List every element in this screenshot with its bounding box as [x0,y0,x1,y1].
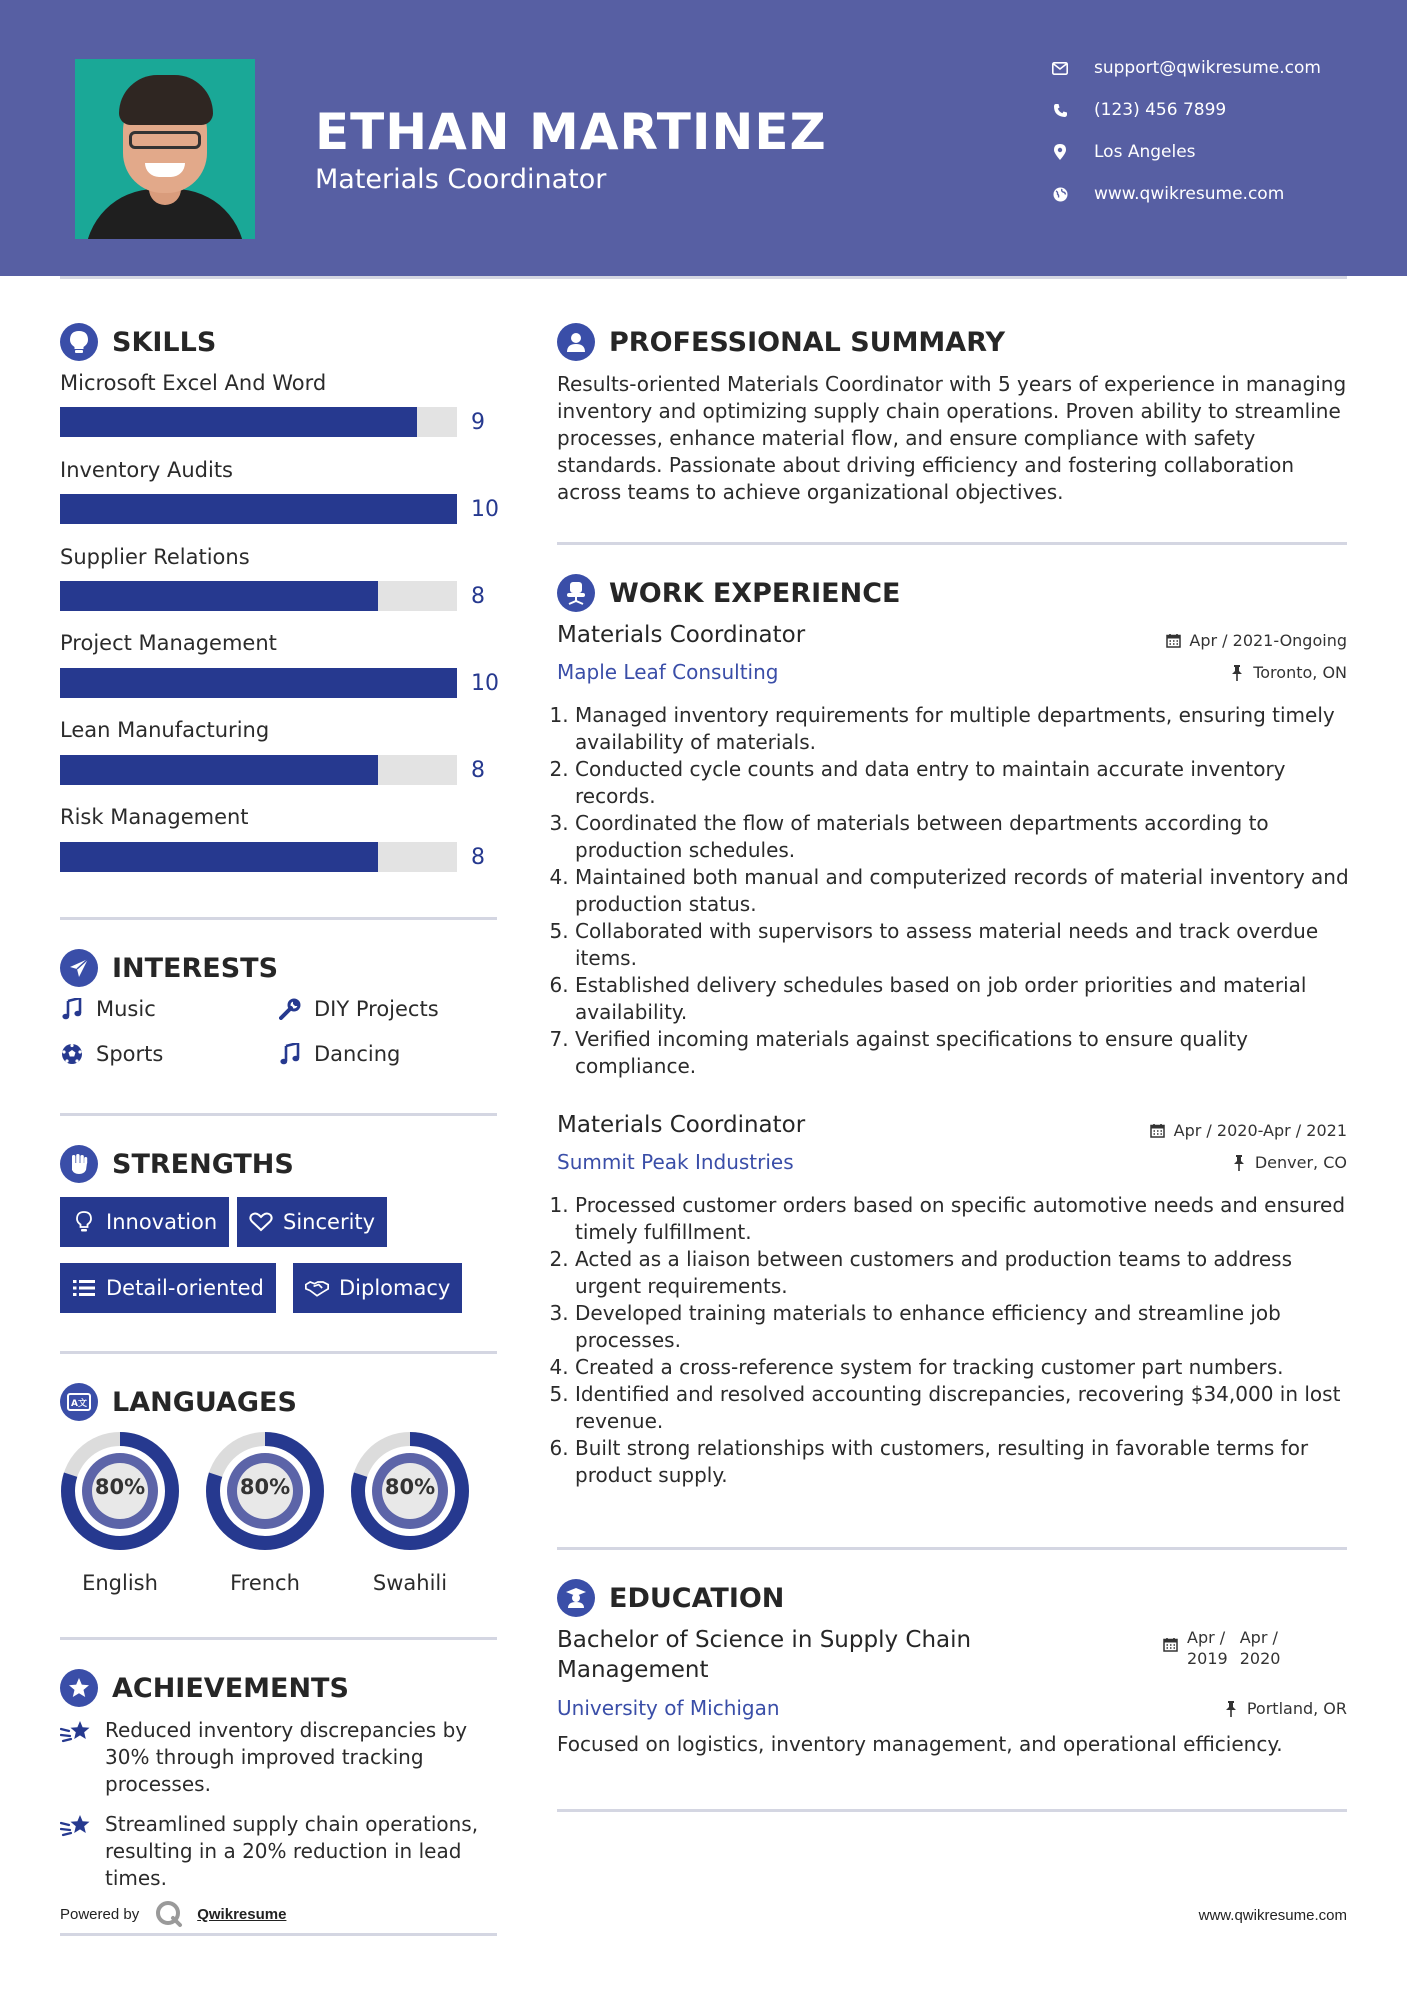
section-divider [557,1809,1347,1812]
company-name: Summit Peak Industries [557,1150,794,1174]
calendar-icon [1150,1123,1166,1139]
duty-item: 6. Established delivery schedules based on job order priorities and material availability. [575,972,1352,1026]
raised-fist-icon [60,1145,98,1183]
wrench-icon [278,997,302,1021]
pushpin-icon [1223,1701,1239,1717]
pushpin-icon [1231,1155,1247,1171]
list-icon [72,1276,96,1300]
music-note-icon [60,997,84,1021]
education-dates: Apr / 2019 Apr / 2020 [1163,1627,1280,1669]
section-divider [60,1113,497,1116]
duty-item: 5. Collaborated with supervisors to assess material needs and track overdue items. [575,918,1352,972]
languages-heading: A文 LANGUAGES [60,1383,297,1421]
duty-item: 5. Identified and resolved accounting discrepancies, recovering $34,000 in lost revenue. [575,1381,1352,1435]
degree-title: Bachelor of Science in Supply Chain [557,1627,972,1653]
section-divider [557,1547,1347,1550]
candidate-role: Materials Coordinator [315,164,607,195]
section-divider [60,1637,497,1640]
calendar-icon [1165,633,1181,649]
section-divider [60,917,497,920]
strength-tag: Innovation [60,1197,229,1247]
skill-label: Project Management [60,631,277,655]
job-location: Toronto, ON [1229,663,1347,682]
powered-by: Powered by Qwikresume [60,1900,286,1928]
skill-value: 8 [471,758,485,783]
education-heading: EDUCATION [557,1579,784,1617]
section-divider [60,1933,497,1936]
language-name: Swahili [372,1571,448,1595]
language-percent: 80% [239,1475,291,1499]
skill-bar [60,668,457,698]
lightbulb-icon [72,1210,96,1234]
skill-bar [60,581,457,611]
calendar-icon [1163,1637,1179,1653]
language-item [350,1431,470,1595]
language-item [205,1431,325,1595]
strengths-heading: STRENGTHS [60,1145,294,1183]
summary-text: Results-oriented Materials Coordinator with 5 years of experience in managing inventory and optimizing supply chain operations. Proven ability to streamline processes, enhance material flow, and ensure compliance with safety standards. Passionate about driving efficiency and fostering collaboration across teams to achieve organizational objectives. [557,372,1347,504]
skill-bar [60,842,457,872]
interest-item: Dancing [278,1042,400,1066]
duty-item: 6. Built strong relationships with customers, resulting in favorable terms for product supply. [575,1435,1352,1489]
footer-website[interactable]: www.qwikresume.com [1198,1907,1347,1924]
skill-value: 10 [471,497,499,522]
contact-website[interactable]: www.qwikresume.com [1050,184,1284,204]
qwikresume-link[interactable]: Qwikresume [197,1905,287,1923]
qwikresume-logo-icon [155,1900,183,1928]
experience-heading: WORK EXPERIENCE [557,574,900,612]
interests-heading: INTERESTS [60,949,278,987]
job-dates: Apr / 2021-Ongoing [1165,631,1347,650]
language-icon [60,1383,98,1421]
skill-label: Lean Manufacturing [60,718,270,742]
header-divider [60,276,1347,279]
handshake-icon [305,1276,329,1300]
contact-email[interactable]: support@qwikresume.com [1050,58,1321,78]
language-item [60,1431,180,1595]
duty-item: 1. Managed inventory requirements for multiple departments, ensuring timely availability of materials. [575,702,1352,756]
school-name: University of Michigan [557,1696,780,1720]
skill-value: 10 [471,671,499,696]
strength-tag: Diplomacy [293,1263,462,1313]
duty-item: 7. Verified incoming materials against specifications to ensure quality compliance. [575,1026,1352,1080]
skill-label: Inventory Audits [60,458,233,482]
job-title: Materials Coordinator [557,1112,806,1138]
language-percent: 80% [384,1475,436,1499]
skill-bar [60,755,457,785]
paper-plane-icon [60,949,98,987]
music-note-icon [278,1042,302,1066]
achievements-heading: ACHIEVEMENTS [60,1669,349,1707]
profile-photo [75,59,255,239]
duty-item: 3. Coordinated the flow of materials between departments according to production schedules. [575,810,1352,864]
language-percent: 80% [94,1475,146,1499]
soccer-ball-icon [60,1042,84,1066]
pushpin-icon [1229,665,1245,681]
interest-item: DIY Projects [278,997,439,1021]
education-location: Portland, OR [1223,1699,1347,1718]
skill-value: 9 [471,410,485,435]
graduate-icon [557,1579,595,1617]
education-description: Focused on logistics, inventory management, and operational efficiency. [557,1732,1283,1756]
map-pin-icon [1050,142,1070,162]
duty-item: 2. Acted as a liaison between customers and production teams to address urgent requirements. [575,1246,1352,1300]
star-badge-icon [60,1669,98,1707]
duty-item: 2. Conducted cycle counts and data entry to maintain accurate inventory records. [575,756,1352,810]
section-divider [60,1351,497,1354]
interest-item: Music [60,997,156,1021]
job-dates: Apr / 2020-Apr / 2021 [1150,1121,1347,1140]
skills-heading: SKILLS [60,323,216,361]
achievement-item: Streamlined supply chain operations, resulting in a 20% reduction in lead times. [60,1811,500,1892]
heart-icon [249,1210,273,1234]
office-chair-icon [557,574,595,612]
lightbulb-icon [60,323,98,361]
shooting-star-icon [60,1813,92,1841]
contact-location: Los Angeles [1050,142,1196,162]
section-divider [557,542,1347,545]
user-icon [557,323,595,361]
strength-tag: Sincerity [237,1197,387,1247]
resume-header [0,0,1407,276]
skill-value: 8 [471,584,485,609]
duty-item: 4. Maintained both manual and computerized records of material inventory and production status. [575,864,1352,918]
shooting-star-icon [60,1719,92,1747]
skill-label: Microsoft Excel And Word [60,371,327,395]
strength-tag: Detail-oriented [60,1263,276,1313]
duty-item: 3. Developed training materials to enhance efficiency and streamline job processes. [575,1300,1352,1354]
duties-list [575,1192,1352,1489]
summary-heading: PROFESSIONAL SUMMARY [557,323,1005,361]
language-name: English [82,1571,158,1595]
duty-item: 4. Created a cross-reference system for tracking customer part numbers. [575,1354,1352,1381]
candidate-name: ETHAN MARTINEZ [315,103,827,161]
skill-bar [60,494,457,524]
achievement-item: Reduced inventory discrepancies by 30% through improved tracking processes. [60,1717,500,1798]
duties-list [575,702,1352,1080]
contact-phone[interactable]: (123) 456 7899 [1050,100,1226,120]
company-name: Maple Leaf Consulting [557,660,779,684]
svg-text:A文: A文 [71,1399,87,1409]
envelope-icon [1050,58,1070,78]
skill-label: Supplier Relations [60,545,250,569]
interest-item: Sports [60,1042,163,1066]
skill-label: Risk Management [60,805,249,829]
duty-item: 1. Processed customer orders based on specific automotive needs and ensured timely fulfillment. [575,1192,1352,1246]
skill-value: 8 [471,845,485,870]
job-location: Denver, CO [1231,1153,1347,1172]
job-title: Materials Coordinator [557,622,806,648]
language-name: French [230,1571,300,1595]
degree-title-cont: Management [557,1657,709,1683]
skill-bar [60,407,457,437]
phone-icon [1050,100,1070,120]
globe-icon [1050,184,1070,204]
